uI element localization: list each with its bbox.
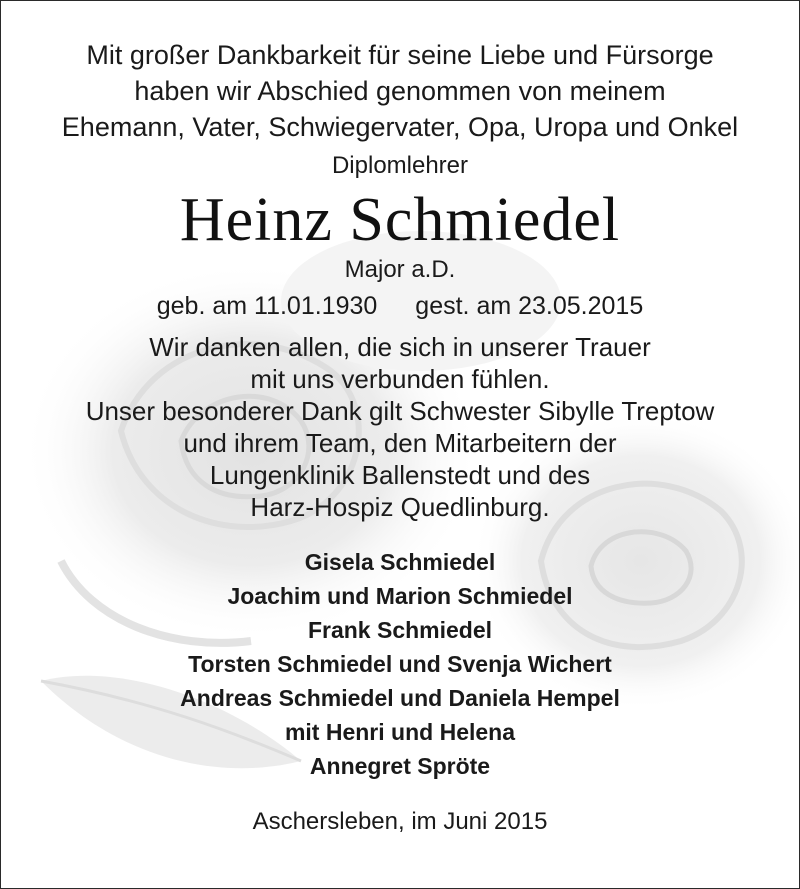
deceased-name: Heinz Schmiedel xyxy=(179,186,621,254)
thanks-text xyxy=(1,331,799,523)
life-dates xyxy=(1,287,799,325)
family-member: Frank Schmiedel xyxy=(307,617,493,643)
family-member: Torsten Schmiedel und Svenja Wichert xyxy=(188,651,612,677)
thanks-line: Unser besonderer Dank gilt Schwester Sibylle Treptow xyxy=(85,396,715,426)
academic-title: Diplomlehrer xyxy=(331,152,469,179)
death-date: gest. am 23.05.2015 xyxy=(415,292,644,320)
intro-line: Mit großer Dankbarkeit für seine Liebe und Fürsorge xyxy=(86,40,714,70)
thanks-line: und ihrem Team, den Mitarbeitern der xyxy=(183,428,617,458)
intro-line: haben wir Abschied genommen von meinem xyxy=(134,76,666,106)
family-member: Gisela Schmiedel xyxy=(304,549,496,575)
thanks-line: Harz-Hospiz Quedlinburg. xyxy=(250,492,550,522)
thanks-line: Wir danken allen, die sich in unserer Trauer xyxy=(149,332,651,362)
family-member: Annegret Spröte xyxy=(309,753,491,779)
intro-text xyxy=(1,37,799,145)
family-member: mit Henri und Helena xyxy=(284,719,516,745)
thanks-line: Lungenklinik Ballenstedt und des xyxy=(209,460,591,490)
intro-line: Ehemann, Vater, Schwiegervater, Opa, Uropa und Onkel xyxy=(61,112,739,142)
family-member: Andreas Schmiedel und Daniela Hempel xyxy=(180,685,620,711)
family-member: Joachim und Marion Schmiedel xyxy=(227,583,573,609)
thanks-line: mit uns verbunden fühlen. xyxy=(250,364,550,394)
family-signatures xyxy=(1,545,799,783)
place-and-date: Aschersleben, im Juni 2015 xyxy=(252,808,548,835)
military-rank: Major a.D. xyxy=(344,256,456,283)
birth-date: geb. am 11.01.1930 xyxy=(156,292,378,320)
